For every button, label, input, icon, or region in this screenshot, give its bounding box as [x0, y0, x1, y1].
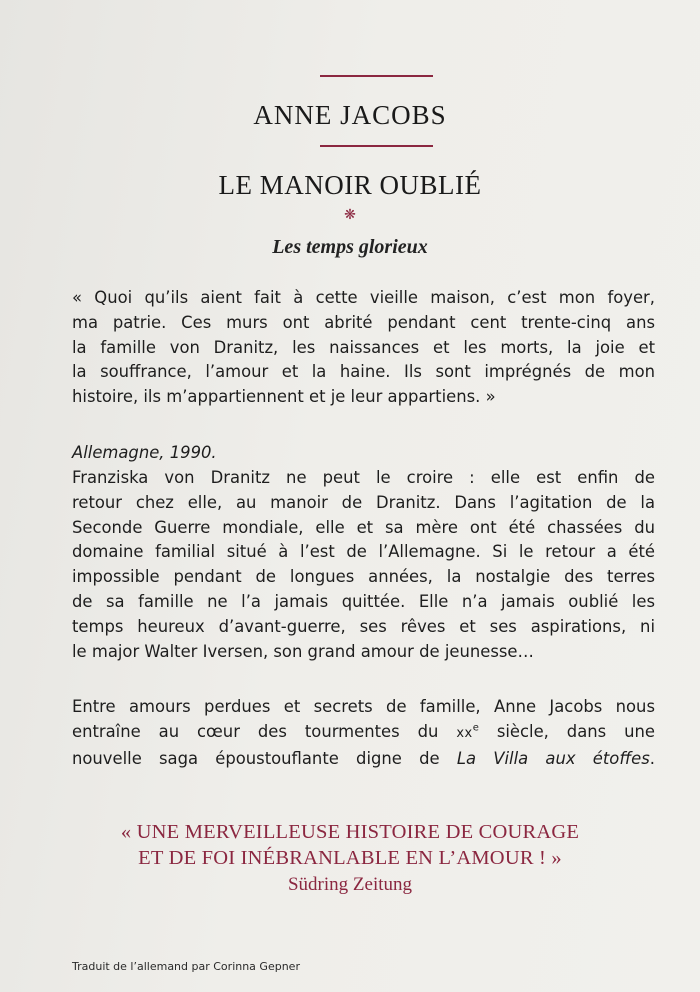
quote-line: « Quoi qu’ils aient fait à cette vieille maison, c’est mon foyer, — [72, 288, 655, 307]
middle-divider — [320, 145, 433, 147]
press-quote-line: ET DE FOI INÉBRANLABLE EN L’AMOUR ! » — [138, 847, 562, 869]
closing-paragraph — [72, 695, 655, 771]
closing-text: . — [649, 748, 655, 768]
author-name: ANNE JACOBS — [253, 100, 447, 130]
story-summary — [72, 466, 655, 664]
closing-text: entraîne au cœur des tourmentes du — [72, 721, 457, 741]
press-quote-line: « UNE MERVEILLEUSE HISTOIRE DE COURAGE — [120, 821, 580, 843]
opening-quote — [72, 286, 655, 410]
closing-text: nouvelle saga époustouflante digne de — [72, 748, 457, 768]
century-superscript: e — [472, 722, 479, 734]
press-source: Südring Zeitung — [287, 874, 413, 895]
story-line: retour chez elle, au manoir de Dranitz. Dans l’agitation de la — [72, 492, 655, 512]
flower-ornament-icon: ❋ — [344, 207, 356, 223]
quote-line: la souffrance, l’amour et la haine. Ils sont imprégnés de mon — [72, 362, 655, 382]
referenced-book-title: La Villa aux étoffes — [456, 748, 650, 768]
story-line: Franziska von Dranitz ne peut le croire : elle est enfin de — [72, 468, 655, 487]
story-line: domaine familial situé à l’est de l’Allemagne. Si le retour a été — [72, 542, 655, 562]
translator-credit: Traduit de l’allemand par Corinna Gepner — [72, 960, 300, 973]
setting-location: Allemagne, 1990. — [72, 443, 217, 462]
book-subtitle: Les temps glorieux — [272, 236, 428, 258]
century-numeral: xx — [456, 725, 473, 741]
top-divider — [320, 75, 433, 77]
story-line: le major Walter Iversen, son grand amour de jeunesse… — [72, 641, 534, 661]
story-line: impossible pendant de longues années, la nostalgie des terres — [72, 567, 655, 587]
closing-text: siècle, dans une — [478, 721, 655, 741]
quote-line: la famille von Dranitz, les naissances et les morts, la joie et — [72, 337, 655, 357]
story-line: Seconde Guerre mondiale, elle et sa mère ont été chassées du — [72, 517, 655, 537]
story-line: temps heureux d’avant-guerre, ses rêves et ses aspirations, ni — [72, 616, 655, 636]
book-title: LE MANOIR OUBLIÉ — [218, 170, 482, 200]
story-line: de sa famille ne l’a jamais quittée. Elle n’a jamais oublié les — [72, 591, 655, 611]
quote-line: ma patrie. Ces murs ont abrité pendant cent trente-cinq ans — [72, 312, 655, 332]
closing-line — [72, 720, 655, 747]
closing-line — [72, 747, 655, 772]
press-quote — [0, 819, 700, 871]
closing-line: Entre amours perdues et secrets de famille, Anne Jacobs nous — [72, 697, 655, 716]
quote-line: histoire, ils m’appartiennent et je leur appartiens. » — [72, 387, 496, 407]
